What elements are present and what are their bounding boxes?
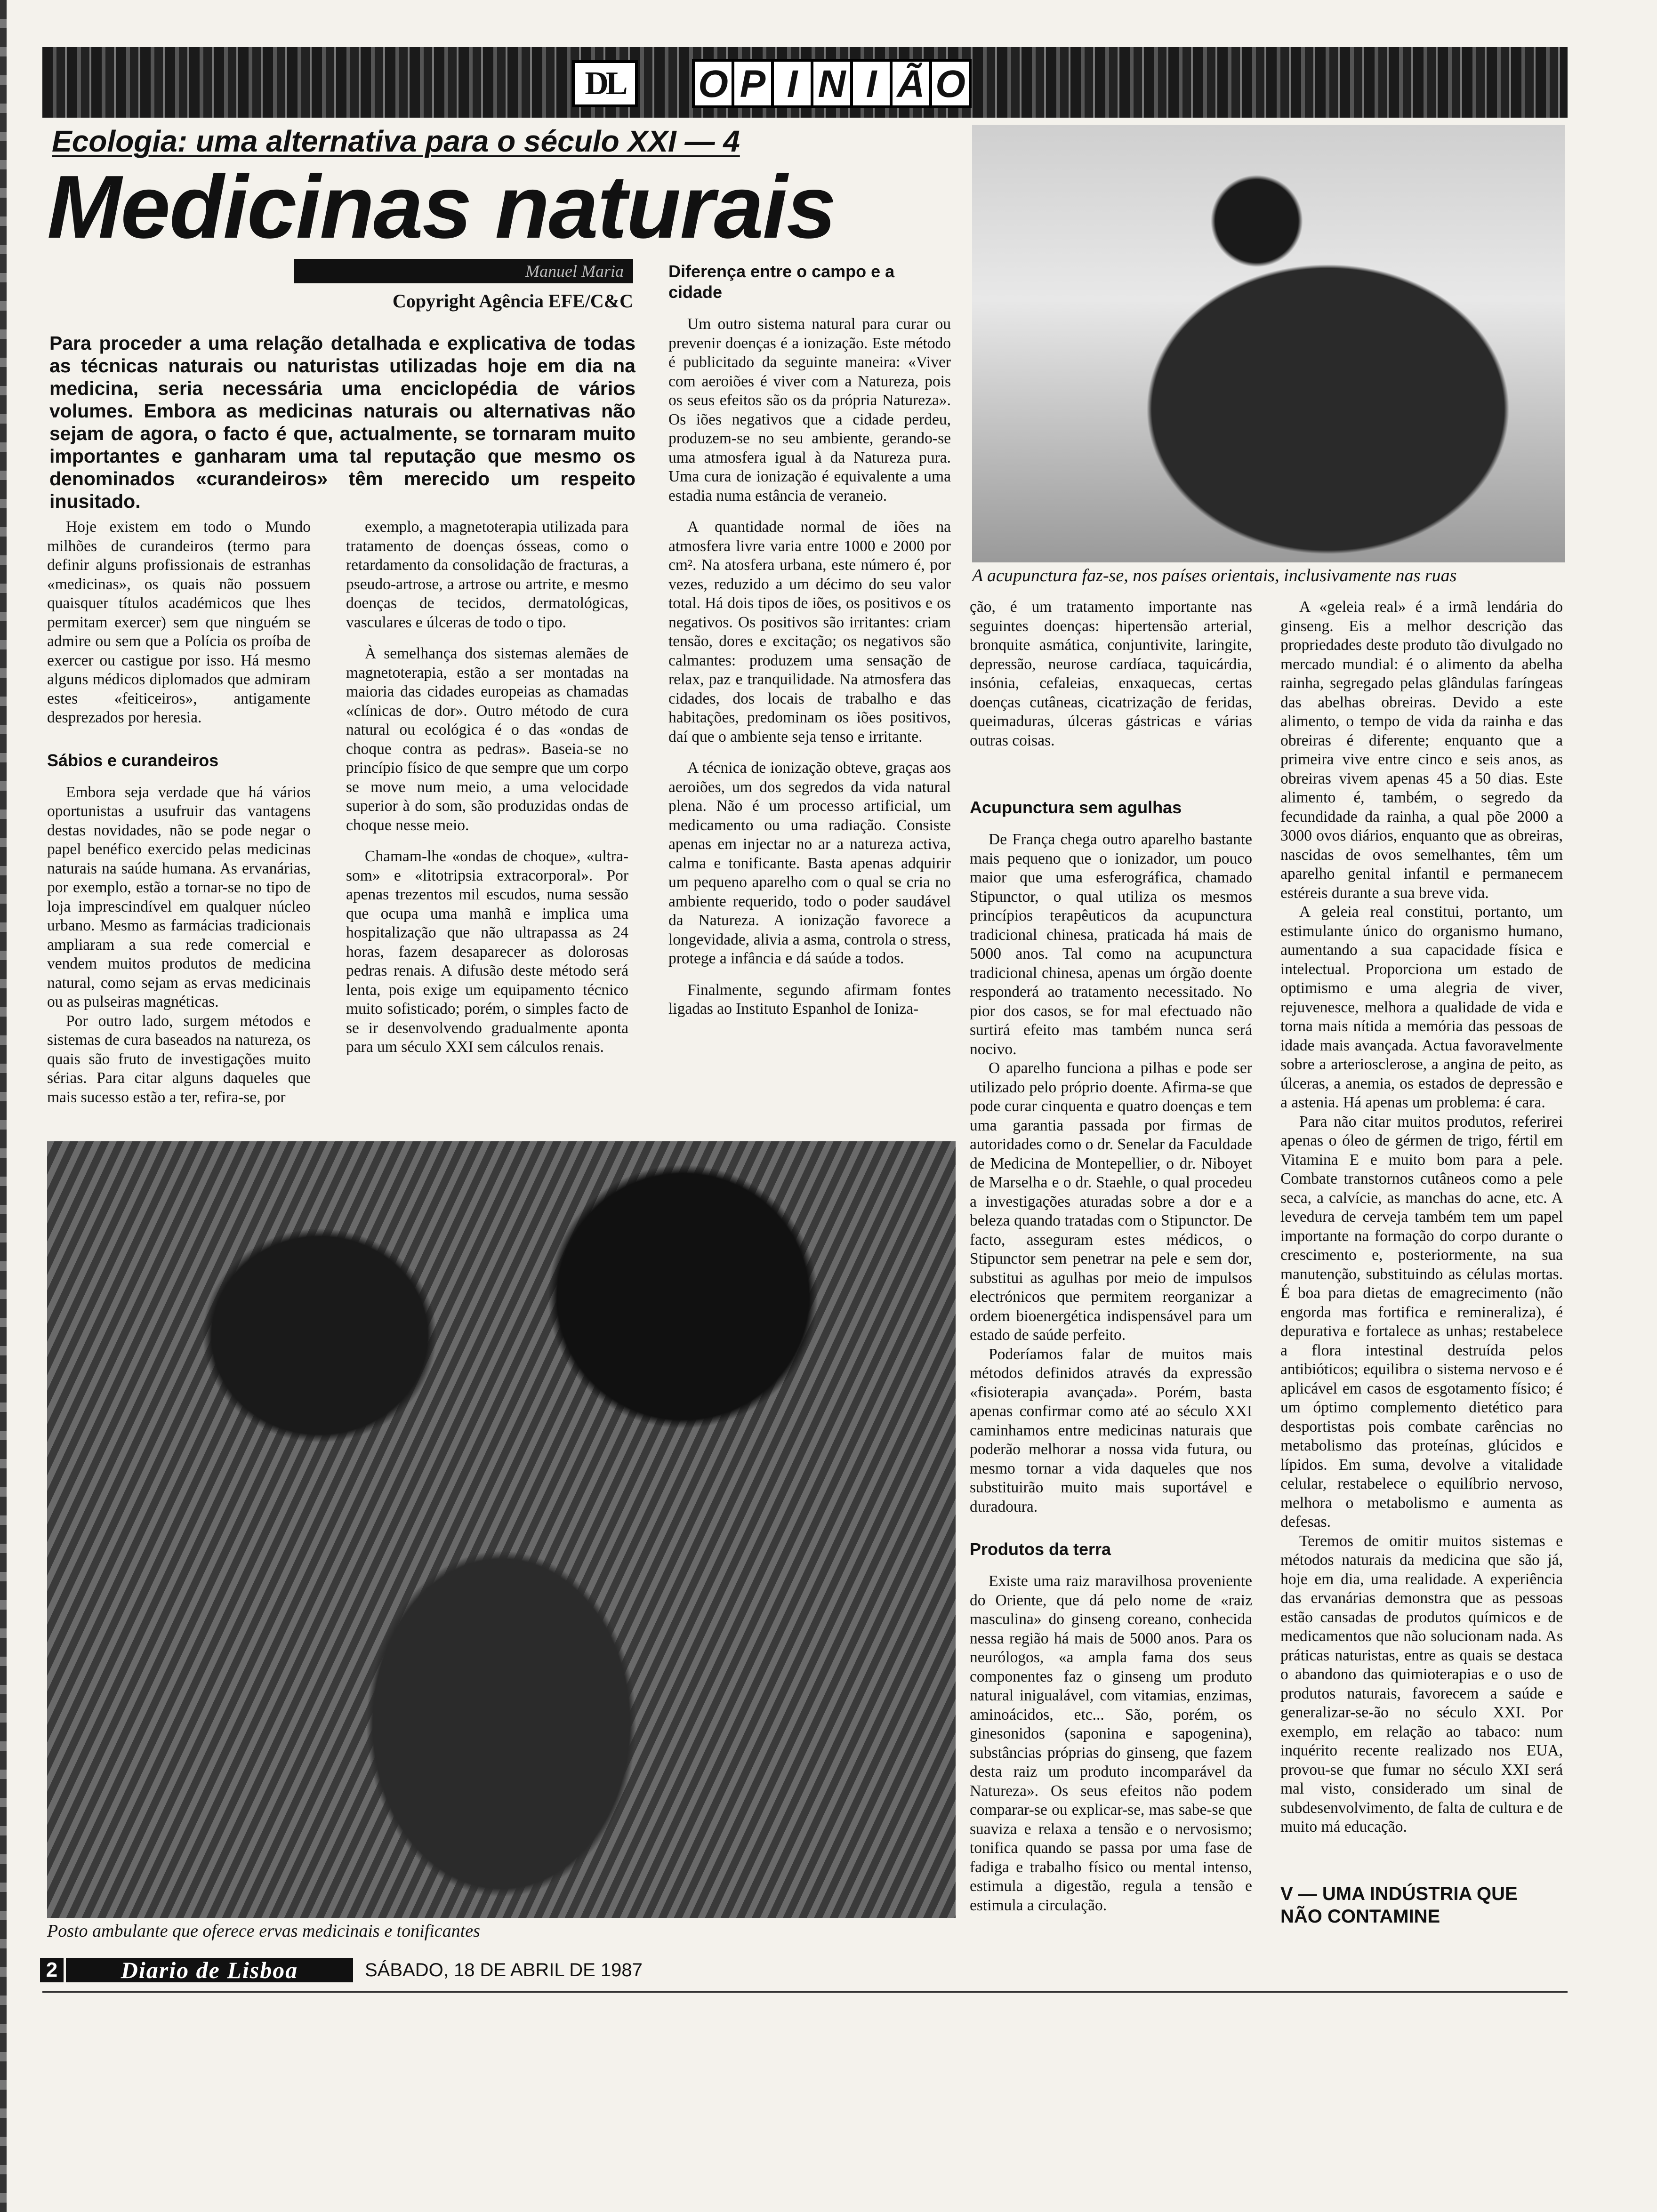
article-lead: Para proceder a uma relação detalhada e explicativa de todas as técnicas naturais ou naturistas utilizadas hoje em dia na medicina, seria necessária uma enciclopédia de vários volumes. Embora as medicinas naturais ou alternativas não sejam de agora, o facto é que, actualmente, se tornaram muito importantes e ganharam uma tal reputação que mesmo os denominados «curandeiros» têm merecido um respeito inusitado. — [49, 332, 635, 512]
subheading: Acupunctura sem agulhas — [970, 798, 1182, 817]
paragraph: Por outro lado, surgem métodos e sistemas de cura baseados na natureza, os quais são fruto de investigações muito sérias. Para citar alguns daqueles que mais sucesso estão a ter, refira-se, por — [47, 1012, 311, 1106]
acupuncture-street-photo — [972, 125, 1565, 562]
section-letter: N — [811, 59, 853, 108]
text-column-1 — [47, 518, 311, 1107]
footer-rule — [42, 1991, 1568, 1993]
section-letter: O — [692, 59, 734, 108]
paragraph: Poderíamos falar de muitos mais métodos definidos através da expressão «fisioterapia avançada». Porém, basta apenas confirmar como até ao século XXI caminhamos entre medicinas naturais que poderão melhorar a nossa vida futura, ou mesmo tornar a vida daqueles que nos substituirão muito mais suportável e duradoura. — [970, 1345, 1252, 1515]
text-column-3 — [668, 261, 951, 1019]
text-column-4 — [970, 598, 1252, 1915]
paragraph: exemplo, a magnetoterapia utilizada para tratamento de doenças ósseas, como o retardamento da consolidação de fracturas, a pseudo-artrose, a artrose ou artrite, e mesmo doenças de tecidos, dermatológicas, vasculares e úlceras de todo o tipo. — [346, 518, 628, 631]
paragraph: Teremos de omitir muitos sistemas e métodos naturais da medicina que são já, hoje em dia, uma realidade. A experiência das ervanárias demonstra que as pessoas estão cansadas de produtos químicos e de medicamentos que não solucionam nada. As práticas naturistas, entre as quais se destaca o abandono das quimioterapias e o uso de produtos naturais, favorecem a saúde e generalizar-se-ão no século XXI. Por exemplo, em relação ao tabaco: num inquérito recente realizado nos EUA, provou-se que fumar no século XXI será mal visto, considerado um sinal de subdesenvolvimento, de falta de cultura e de muito má educação. — [1280, 1532, 1563, 1835]
section-name-opiniao — [692, 59, 969, 108]
paragraph: Existe uma raiz maravilhosa proveniente do Oriente, que dá pelo nome de «raiz masculina» do ginseng coreano, conhecida nessa região há mais de 5000 anos. Para os neurólogos, «a ampla fama dos seus componentes faz o ginseng um produto natural inigualável, com vitamias, enzimas, aminoácidos, etc... São, porém, os ginesonidos (saponina e sapogenina), substâncias próprias do ginseng, que fazem desta raiz um produto incomparável da Natureza». Os seus efeitos não podem comparar-se ou explicar-se, mas sabe-se que suaviza e relaxa a tensão e o nervosismo; tonifica quando se passa por uma fase de fadiga e trabalho físico ou mental intenso, estimula a digestão, regula a tensão e estimula a circulação. — [970, 1572, 1252, 1914]
herb-stall-photo — [47, 1141, 956, 1918]
section-letter: P — [732, 59, 774, 108]
paragraph: O aparelho funciona a pilhas e pode ser utilizado pelo próprio doente. Afirma-se que pode curar cinquenta e quatro doenças e tem uma garantia passada por firmas de autoridades como o dr. Senelar da Faculdade de Medicina de Montepellier, o dr. Niboyet de Marselha e o dr. Staehle, o qual procedeu a investigações aturadas sobre a dor e a beleza quando tratadas com o Stipunctor. De facto, asseguram estes médicos, o Stipunctor sem penetrar na pele e sem dor, substitui as agulhas por meio de impulsos electrónicos que permitem reorganizar a ordem bioenergética indispensável para um estado de saúde perfeito. — [970, 1059, 1253, 1344]
text-column-2 — [346, 518, 628, 1057]
issue-date: SÁBADO, 18 DE ABRIL DE 1987 — [365, 1960, 643, 1980]
paragraph: ção, é um tratamento importante nas seguintes doenças: hipertensão arterial, bronquite asmática, conjuntivite, laringite, depressão, neurose cardíaca, taquicárdia, insónia, cefaleias, enxaquecas, certas doenças cutâneas, cicatrização de feridas, queimaduras, úlceras gástricas e várias outras coisas. — [970, 598, 1252, 749]
text-column-5 — [1280, 598, 1563, 1837]
copyright-line: Copyright Agência EFE/C&C — [392, 290, 633, 312]
paragraph: De França chega outro aparelho bastante mais pequeno que o ionizador, um pouco maior que uma esferográfica, chamado Stipunctor, o qual utiliza os mesmos princípios terapêuticos da acupunctura tradicional chinesa, praticada há mais de 5000 anos. Tal como na acupunctura tradicional chinesa, apenas um órgão doente responderá ao tratamento necessitado. No pior dos casos, se for mal efectuado não surtirá efeito mas também nunca será nocivo. — [970, 831, 1252, 1058]
paragraph: Para não citar muitos produtos, referirei apenas o óleo de gérmen de trigo, fértil em Vitamina E e muito bom para a pele. Combate transtornos cutâneos como a pele seca, a calvície, as manchas do acne, etc. A levedura de cerveja também tem um papel importante na formação do corpo durante o crescimento e, posteriormente, na sua manutenção, substituindo as células mortas. É boa para dietas de emagrecimento (não engorda mas fortifica e remineraliza), é depurativa e fortalece as unhas; restabelece a flora intestinal destruída pelos antibióticos; equilibra o sistema nervoso e é aplicável em casos de esgotamento físico; é um óptimo complemento dietético para desportistas pois combate carências no metabolismo das proteínas, glúcidos e lípidos. Em suma, devolve a vitalidade celular, restabelece o equilíbrio nervoso, melhora o metabolismo e aumenta as defesas. — [1280, 1113, 1563, 1531]
subheading: Sábios e curandeiros — [47, 750, 219, 770]
paragraph: A quantidade normal de iões na atmosfera livre varia entre 1000 e 2000 por cm². Na atosfera urbana, este número é, por vezes, reduzido a um décimo do seu valor total. Há dois tipos de iões, os positivos e os negativos. Os positivos são irritantes: criam tensão, dores e excitação; os negativos são calmantes: produzem uma sensação de relax, paz e tranquilidade. Na atmosfera das cidades, dos locais de trabalho e das habitações, predominam os iões positivos, daí que o ambiente seja tenso e irritante. — [668, 518, 951, 745]
author-name: Manuel Maria — [525, 262, 624, 281]
byline-bar — [294, 259, 633, 283]
page-scan-edge — [0, 0, 7, 2212]
paragraph: Embora seja verdade que há vários oportunistas a usufruir das vantagens destas novidades, não se pode negar o papel benéfico exercido pelas medicinas naturais na saúde humana. As ervanárias, por exemplo, estão a tornar-se no tipo de loja imprescindível em qualquer núcleo urbano. Mesmo as farmácias tradicionais ampliaram a sua rede comercial e vendem muitos produtos de medicina natural, como sejam as ervas medicinais ou as pulseiras magnéticas. — [47, 783, 311, 1010]
next-episode-teaser: V — UMA INDÚSTRIA QUE NÃO CONTAMINE — [1280, 1883, 1518, 1927]
paragraph: À semelhança dos sistemas alemães de magnetoterapia, estão a ser montadas na maioria das cidades europeias as chamadas «clínicas de dor». Outro método de cura natural ou ecológica é o das «ondas de choque contra as pedras». Baseia-se no princípio físico de que sempre que um corpo se move num meio, a uma velocidade superior à do som, são produzidas ondas de choque nesse meio. — [346, 645, 628, 834]
subheading: Diferença entre o campo e a cidade — [668, 262, 895, 302]
section-letter: I — [771, 59, 813, 108]
photo-caption: A acupunctura faz-se, nos países orientais, inclusivamente nas ruas — [972, 566, 1457, 585]
subheading: Produtos da terra — [970, 1539, 1111, 1559]
paragraph: A geleia real constitui, portanto, um estimulante único do organismo humano, aumentando a sua capacidade física e intelectual. Proporciona um estado de optimismo e uma alegria de viver, rejuvenesce, melhora a qualidade de vida e torna mais nítida a memória das pessoas de idade mais avançada. Actua favoravelmente sobre a arteriosclerose, a angina de peito, as úlceras, a anemia, os estados de depressão e a astenia. Há apenas um problema: é cara. — [1280, 903, 1563, 1111]
page-number: 2 — [40, 1958, 64, 1982]
paragraph: Um outro sistema natural para curar ou prevenir doenças é a ionização. Este método é publicitado da seguinte maneira: «Viver com aeroiões é viver com a Natureza, pois os seus efeitos são os da própria Natureza». Os iões negativos que a cidade perdeu, produzem-se no seu ambiente, gerando-se uma atmosfera igual à da Natureza pura. Uma cura de ionização é equivalente a uma estadia numa estância de veraneio. — [668, 315, 951, 505]
article-headline: Medicinas naturais — [47, 157, 836, 257]
newspaper-logo-badge: DL — [572, 60, 638, 107]
paragraph: Finalmente, segundo afirmam fontes ligadas ao Instituto Espanhol de Ioniza- — [668, 981, 951, 1018]
article-kicker: Ecologia: uma alternativa para o século XXI — 4 — [52, 124, 740, 158]
section-letter: I — [850, 59, 893, 108]
section-letter: O — [929, 59, 972, 108]
paragraph: Hoje existem em todo o Mundo milhões de curandeiros (termo para definir alguns profissionais de estranhas «medicinas», os quais não possuem quaisquer títulos académicos que lhes permitam exercer) sem que ninguém se admire ou sem que a Polícia os proíba de exercer ou castigue por isso. Há mesmo alguns médicos diplomados que admiram estes «feiticeiros», antigamente desprezados por heresia. — [47, 518, 311, 726]
paragraph: A «geleia real» é a irmã lendária do ginseng. Eis a melhor descrição das propriedades deste produto tão divulgado no mercado mundial: é o alimento da abelha rainha, segregado pelas glândulas faríngeas das abelhas obreiras. Devido a este alimento, o tempo de vida da rainha e das obreiras é diferente; enquanto que a primeira vive entre cinco e seis anos, as obreiras vivem apenas 45 a 50 dias. Este alimento é, também, o segredo da fecundidade da rainha, a qual põe 2000 a 3000 ovos diários, enquanto que as obreiras, nascidas de ovos semelhantes, têm um aparelho genital infantil e permanecem estéreis durante a sua breve vida. — [1280, 598, 1563, 902]
paragraph: A técnica de ionização obteve, graças aos aeroiões, um dos segredos da vida natural plena. Não é um processo artificial, um medicamento ou uma radiação. Consiste apenas em injectar no ar a natureza activa, calma e tonificante. Basta apenas adquirir um pequeno aparelho com o qual se cria no ambiente requerido, todo o poder saudável da Natureza. A ionização favorece a longevidade, alivia a asma, controla o stress, protege a infância e dá saúde a todos. — [668, 759, 951, 967]
newspaper-name: Diario de Lisboa — [66, 1958, 353, 1982]
section-letter: Ã — [890, 59, 932, 108]
paragraph: Chamam-lhe «ondas de choque», «ultra-som» e «litotripsia extracorporal». Por apenas trezentos mil escudos, numa sessão que ocupa uma manhã e implica uma hospitalização que não ultrapassa as 24 horas, fazem desaparecer as dolorosas pedras renais. A difusão deste método será lenta, pois exige um equipamento técnico muito sofisticado; porém, o simples facto de se ir desenvolvendo gradualmente aponta para um século XXI sem cálculos renais. — [346, 848, 628, 1056]
photo-caption: Posto ambulante que oferece ervas medicinais e tonificantes — [47, 1921, 480, 1941]
